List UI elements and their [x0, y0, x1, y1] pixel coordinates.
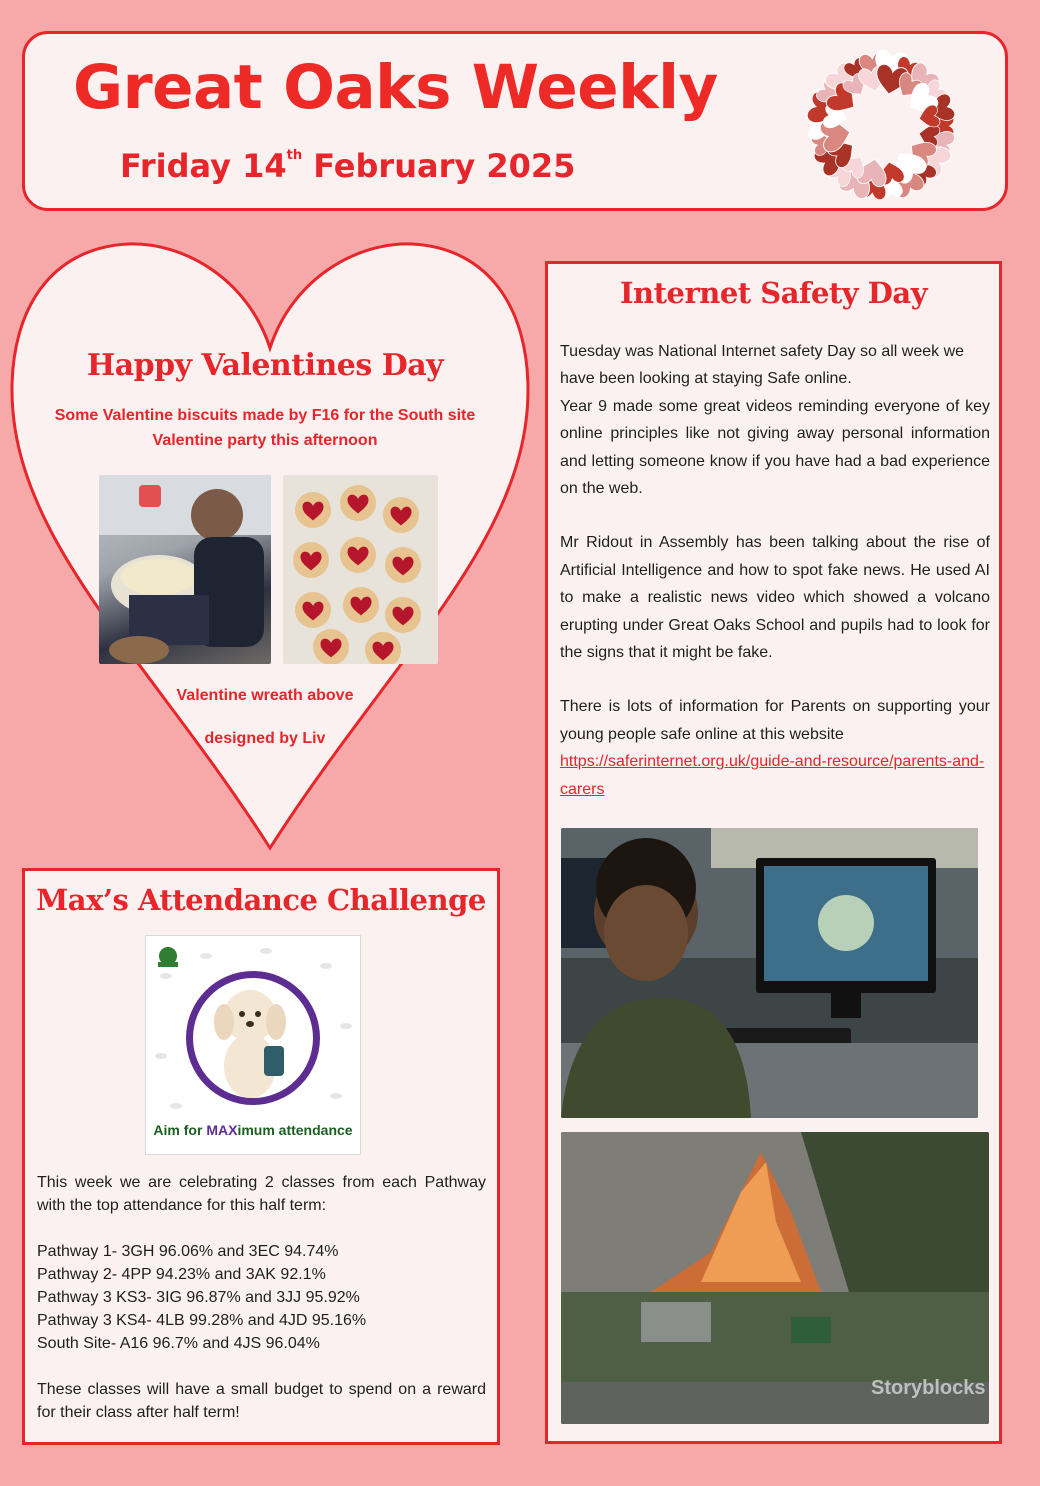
attendance-intro: This week we are celebrating 2 classes from each Pathway with the top attendance for this half term: — [37, 1174, 486, 1214]
attendance-result-5: South Site- A16 96.7% and 4JS 96.04% — [37, 1335, 320, 1352]
safety-para-1b: Year 9 made some great videos reminding everyone of key online principles like not giving away personal information and letting someone know if you have had a bad experience on the web. — [560, 397, 990, 498]
attendance-panel — [22, 868, 500, 1445]
logo-tagline — [146, 1122, 360, 1138]
issue-date — [120, 147, 575, 185]
school-tree-icon — [158, 947, 178, 967]
attendance-body — [37, 1171, 486, 1424]
heart-shape — [10, 240, 532, 852]
heart-wreath-icon — [793, 46, 971, 206]
pupil-photo-drawing — [561, 828, 978, 1118]
biscuits-photo-drawing — [283, 475, 438, 664]
attendance-result-1: Pathway 1- 3GH 96.06% and 3EC 94.74% — [37, 1243, 339, 1260]
wreath-credit-line2: designed by Liv — [204, 730, 326, 747]
photo-baking-biscuits — [99, 475, 271, 664]
newsletter-title: Great Oaks Weekly — [73, 52, 718, 123]
valentine-title: Happy Valentines Day — [86, 348, 444, 383]
biscuits-caption-line2: Valentine party this afternoon — [152, 432, 378, 449]
baking-photo-drawing — [99, 475, 271, 664]
attendance-result-3: Pathway 3 KS3- 3IG 96.87% and 3JJ 95.92% — [37, 1289, 360, 1306]
attendance-result-4: Pathway 3 KS4- 4LB 99.28% and 4JD 95.16% — [37, 1312, 367, 1329]
safety-para-2: Mr Ridout in Assembly has been talking about the rise of Artificial Intelligence and how to spot fake news. He used AI to make a realistic news video which showed a volcano erupting under Great Oaks School and pupils had to look for the signs that it might be fake. — [560, 534, 990, 662]
date-ordinal: th — [286, 148, 303, 163]
safety-para-1a: Tuesday was National Internet safety Day so all week we have been looking at staying Safe online. — [560, 343, 965, 388]
photo-pupil-at-computer — [561, 828, 978, 1118]
attendance-result-2: Pathway 2- 4PP 94.23% and 3AK 92.1% — [37, 1266, 326, 1283]
masthead — [22, 31, 1008, 211]
volcano-photo-drawing — [561, 1132, 989, 1424]
logo-tagline-pre: Aim for — [153, 1122, 207, 1138]
safety-title: Internet Safety Day — [619, 276, 928, 310]
date-day: Friday 14 — [120, 147, 287, 185]
wreath-credit-line1: Valentine wreath above — [176, 687, 354, 704]
saferinternet-link[interactable]: https://saferinternet.org.uk/guide-and-resource/parents-and-carers — [560, 753, 985, 798]
photo-heart-biscuits — [283, 475, 438, 664]
safety-body — [560, 338, 990, 803]
logo-tagline-max: MAX — [206, 1122, 238, 1138]
logo-tagline-post: imum attendance — [237, 1122, 353, 1138]
date-month-year: February 2025 — [302, 147, 576, 185]
photo-volcano-fake-news — [561, 1132, 989, 1424]
biscuits-caption-line1: Some Valentine biscuits made by F16 for the South site — [54, 407, 476, 424]
attendance-closing: These classes will have a small budget to spend on a reward for their class after half term! — [37, 1381, 486, 1421]
safety-para-3: There is lots of information for Parents on supporting your young people safe online at this website — [560, 698, 990, 743]
attendance-title: Max’s Attendance Challenge — [36, 883, 486, 917]
internet-safety-panel — [545, 261, 1002, 1444]
valentine-heart-panel — [10, 240, 532, 852]
storyblocks-watermark: Storyblocks — [871, 1377, 986, 1399]
max-attendance-logo — [145, 935, 361, 1155]
